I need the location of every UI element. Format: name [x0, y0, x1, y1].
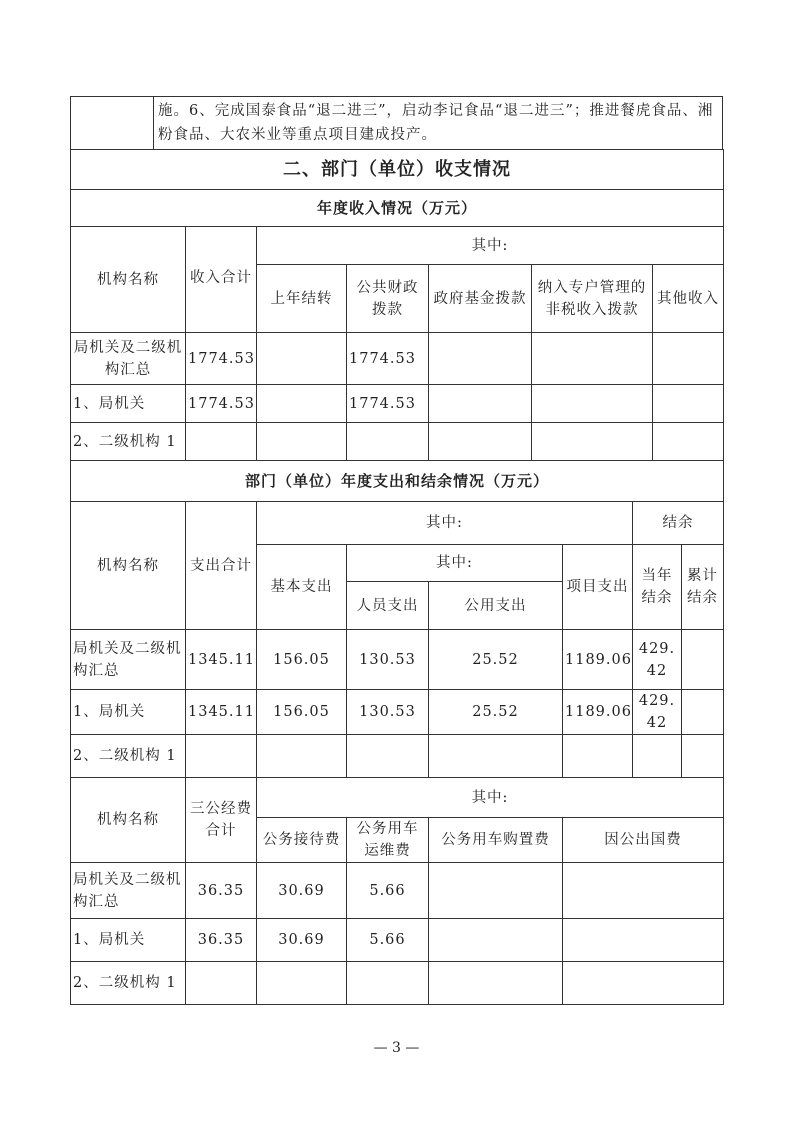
header-other: 其他收入: [653, 265, 724, 333]
cell-public-finance: [347, 423, 429, 461]
header-gov-fund: 政府基金拨款: [429, 265, 532, 333]
cell-year-balance: 429.42: [633, 630, 682, 690]
intro-text: 施。6、完成国泰食品“退二进三”，启动李记食品“退二进三”；推进餐虎食品、湘粉食品、大农米业等重点项目建成投产。: [154, 97, 723, 150]
page-number: — 3 —: [373, 1040, 420, 1056]
section-title: 二、部门（单位）收支情况: [71, 150, 724, 190]
intro-table: [70, 96, 723, 150]
header-public-use: 公用支出: [429, 582, 563, 630]
table-row: [71, 423, 724, 461]
header-vehicle-ops: 公务用车运维费: [347, 818, 429, 863]
cell-gov-fund: [429, 333, 532, 385]
cell-public-use: [429, 735, 563, 778]
header-total: 收入合计: [186, 227, 257, 333]
header-abroad: 因公出国费: [563, 818, 724, 863]
cell-carryover: [257, 423, 347, 461]
header-cum-balance: 累计结余: [682, 545, 724, 630]
cell-public-finance: 1774.53: [347, 385, 429, 423]
cell-vehicle-ops: 5.66: [347, 863, 429, 919]
cell-total: 1774.53: [186, 385, 257, 423]
header-of-which: 其中:: [257, 502, 633, 545]
row-name: 2、二级机构 1: [71, 423, 186, 461]
header-total: 三公经费合计: [186, 778, 257, 863]
header-non-tax: 纳入专户管理的非税收入拨款: [532, 265, 653, 333]
row-name: 1、局机关: [71, 919, 186, 962]
cell-cum-balance: [682, 630, 724, 690]
cell-carryover: [257, 333, 347, 385]
cell-total: 36.35: [186, 863, 257, 919]
row-name: 局机关及二级机构汇总: [71, 630, 186, 690]
cell-other: [653, 385, 724, 423]
cell-total: 1345.11: [186, 630, 257, 690]
cell-reception: [257, 962, 347, 1005]
header-year-balance: 当年结余: [633, 545, 682, 630]
cell-project: 1189.06: [563, 630, 633, 690]
row-name: 1、局机关: [71, 690, 186, 735]
cell-non-tax: [532, 333, 653, 385]
header-public-finance: 公共财政拨款: [347, 265, 429, 333]
table-row: [71, 630, 724, 690]
header-balance: 结余: [633, 502, 724, 545]
income-title: 年度收入情况（万元）: [71, 190, 724, 227]
cell-year-balance: 429.42: [633, 690, 682, 735]
cell-total: [186, 735, 257, 778]
header-of-which: 其中:: [257, 778, 724, 818]
header-name: 机构名称: [71, 227, 186, 333]
cell-personnel: [347, 735, 429, 778]
cell-basic: 156.05: [257, 630, 347, 690]
cell-vehicle-purchase: [429, 863, 563, 919]
row-name: 局机关及二级机构汇总: [71, 333, 186, 385]
cell-reception: 30.69: [257, 863, 347, 919]
cell-project: 1189.06: [563, 690, 633, 735]
cell-public-use: 25.52: [429, 690, 563, 735]
cell-carryover: [257, 385, 347, 423]
cell-public-finance: 1774.53: [347, 333, 429, 385]
cell-total: [186, 423, 257, 461]
cell-total: 36.35: [186, 919, 257, 962]
cell-other: [653, 423, 724, 461]
expense-title: 部门（单位）年度支出和结余情况（万元）: [71, 461, 724, 502]
cell-gov-fund: [429, 385, 532, 423]
income-table: [70, 149, 724, 461]
table-row: [71, 333, 724, 385]
three-public-table: [70, 777, 724, 1005]
expense-table: [70, 460, 724, 778]
cell-vehicle-purchase: [429, 919, 563, 962]
cell-personnel: 130.53: [347, 630, 429, 690]
row-name: 2、二级机构 1: [71, 735, 186, 778]
table-row: [71, 690, 724, 735]
cell-total: 1345.11: [186, 690, 257, 735]
cell-basic: 156.05: [257, 690, 347, 735]
header-of-which: 其中:: [257, 227, 724, 265]
intro-label-cell: [71, 97, 154, 150]
header-vehicle-purchase: 公务用车购置费: [429, 818, 563, 863]
table-row: [71, 863, 724, 919]
cell-personnel: 130.53: [347, 690, 429, 735]
header-name: 机构名称: [71, 778, 186, 863]
cell-abroad: [563, 919, 724, 962]
cell-other: [653, 333, 724, 385]
header-of-which-2: 其中:: [347, 545, 563, 582]
cell-cum-balance: [682, 735, 724, 778]
table-row: [71, 919, 724, 962]
cell-vehicle-ops: [347, 962, 429, 1005]
document-body: [70, 97, 723, 1005]
cell-basic: [257, 735, 347, 778]
cell-abroad: [563, 863, 724, 919]
cell-year-balance: [633, 735, 682, 778]
table-row: [71, 735, 724, 778]
cell-vehicle-ops: 5.66: [347, 919, 429, 962]
cell-public-use: 25.52: [429, 630, 563, 690]
cell-project: [563, 735, 633, 778]
cell-vehicle-purchase: [429, 962, 563, 1005]
cell-total: [186, 962, 257, 1005]
cell-non-tax: [532, 385, 653, 423]
row-name: 局机关及二级机构汇总: [71, 863, 186, 919]
row-name: 1、局机关: [71, 385, 186, 423]
cell-gov-fund: [429, 423, 532, 461]
table-row: [71, 385, 724, 423]
header-name: 机构名称: [71, 502, 186, 630]
table-row: [71, 962, 724, 1005]
header-project: 项目支出: [563, 545, 633, 630]
header-basic: 基本支出: [257, 545, 347, 630]
header-total: 支出合计: [186, 502, 257, 630]
header-carryover: 上年结转: [257, 265, 347, 333]
cell-abroad: [563, 962, 724, 1005]
cell-cum-balance: [682, 690, 724, 735]
cell-total: 1774.53: [186, 333, 257, 385]
header-reception: 公务接待费: [257, 818, 347, 863]
header-personnel: 人员支出: [347, 582, 429, 630]
row-name: 2、二级机构 1: [71, 962, 186, 1005]
cell-non-tax: [532, 423, 653, 461]
cell-reception: 30.69: [257, 919, 347, 962]
